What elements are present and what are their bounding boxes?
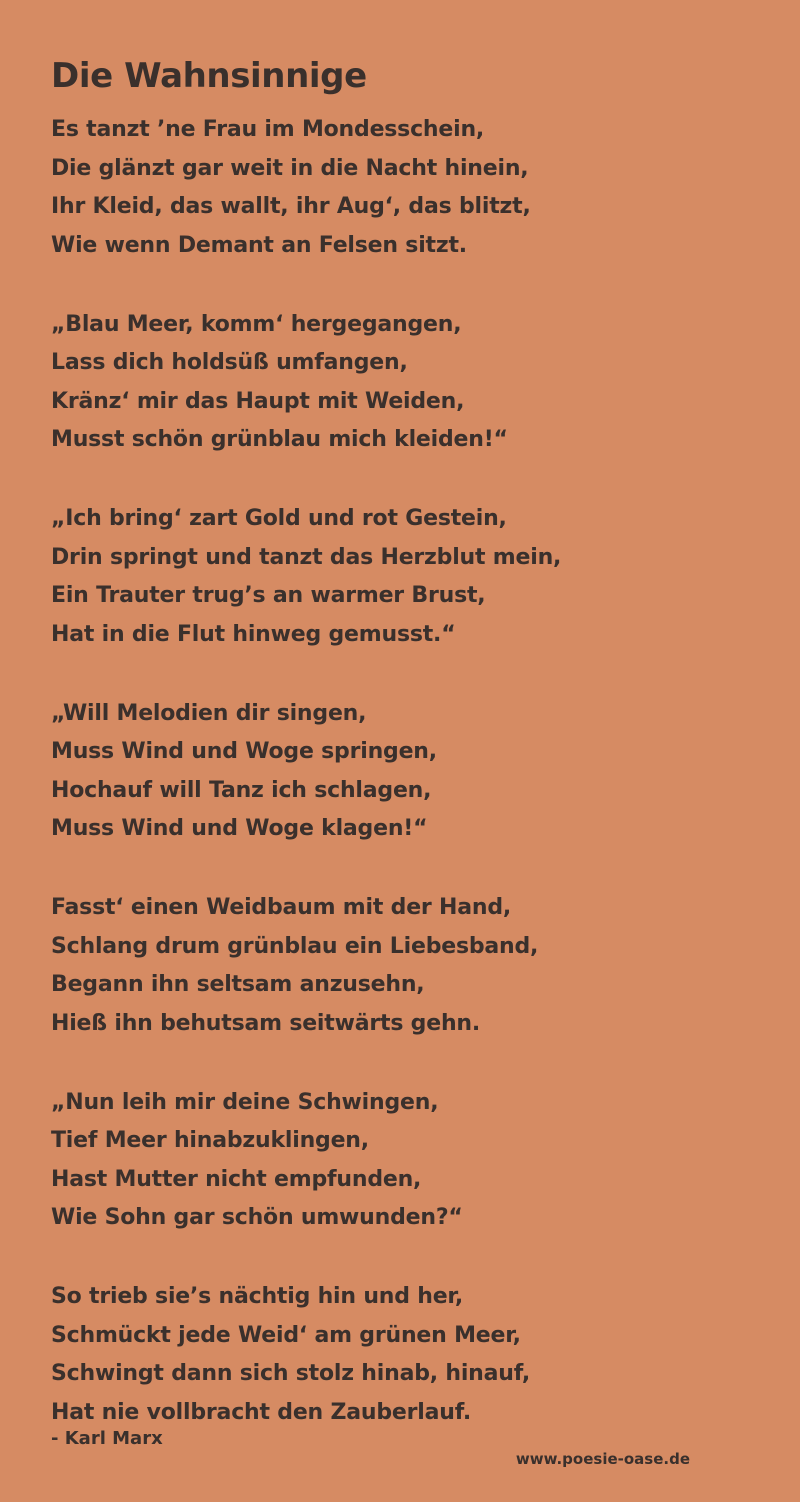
poem-line: Fasst‘ einen Weidbaum mit der Hand, <box>51 895 512 920</box>
poem-line: Muss Wind und Woge springen, <box>51 739 437 764</box>
poem-line: „Will Melodien dir singen, <box>51 700 367 726</box>
poem-line: Begann ihn seltsam anzusehn, <box>51 972 425 997</box>
poem-line: Ihr Kleid, das wallt, ihr Aug‘, das blitzt, <box>51 194 531 219</box>
poem-line: „Blau Meer, komm‘ hergegangen, <box>51 311 462 337</box>
poem-line: „Ich bring‘ zart Gold und rot Gestein, <box>51 506 507 531</box>
poem-line: „Nun leih mir deine Schwingen, <box>51 1089 439 1115</box>
poem-line: Drin springt und tanzt das Herzblut mein, <box>51 544 562 570</box>
poem-line: Hat nie vollbracht den Zauberlauf. <box>51 1399 472 1425</box>
poem-line: Musst schön grünblau mich kleiden!“ <box>51 427 508 452</box>
poem-line: Hast Mutter nicht empfunden, <box>51 1166 422 1192</box>
poem-line: Hochauf will Tanz ich schlagen, <box>51 777 432 803</box>
stanza-5 <box>51 889 771 1043</box>
stanza-3 <box>51 500 771 654</box>
stanza-4 <box>51 695 771 849</box>
stanza-6 <box>51 1084 771 1238</box>
poem-line: Wie Sohn gar schön umwunden?“ <box>51 1205 463 1230</box>
poem-line: Hat in die Flut hinweg gemusst.“ <box>51 621 456 647</box>
stanza-2 <box>51 306 771 460</box>
poem-line: Ein Trauter trug’s an warmer Brust, <box>51 583 486 608</box>
poem-title: Die Wahnsinnige <box>51 56 367 96</box>
poem-line: Es tanzt ’ne Frau im Mondesschein, <box>51 117 485 142</box>
poem-author: - Karl Marx <box>51 1428 163 1449</box>
website-credit: www.poesie-oase.de <box>515 1450 690 1468</box>
poem-line: Schlang drum grünblau ein Liebesband, <box>51 933 539 959</box>
poem-line: Schwingt dann sich stolz hinab, hinauf, <box>51 1361 531 1386</box>
poem-line: Wie wenn Demant an Felsen sitzt. <box>51 232 467 258</box>
poem-line: Muss Wind und Woge klagen!“ <box>51 816 428 841</box>
poem-body <box>51 111 771 1473</box>
poem-line: Die glänzt gar weit in die Nacht hinein, <box>51 155 529 181</box>
poem-line: Hieß ihn behutsam seitwärts gehn. <box>51 1010 481 1036</box>
poem-line: Tief Meer hinabzuklingen, <box>51 1128 369 1153</box>
poem-line: So trieb sie’s nächtig hin und her, <box>51 1284 464 1309</box>
poem-line: Lass dich holdsüß umfangen, <box>51 350 408 375</box>
stanza-1 <box>51 111 771 265</box>
stanza-7 <box>51 1278 771 1432</box>
poem-line: Schmückt jede Weid‘ am grünen Meer, <box>51 1322 521 1348</box>
poem-line: Kränz‘ mir das Haupt mit Weiden, <box>51 388 465 414</box>
